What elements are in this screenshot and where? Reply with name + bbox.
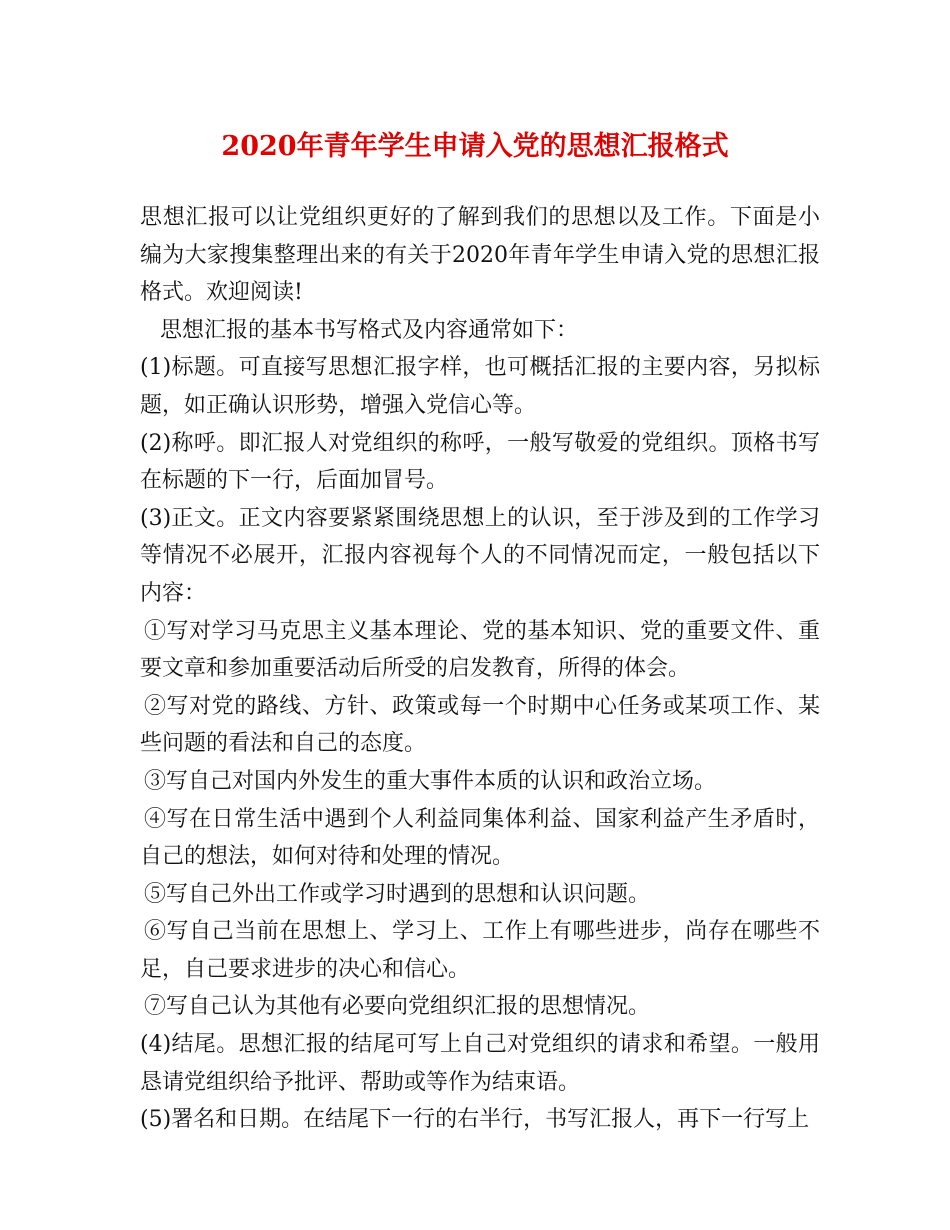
subitem-1-paragraph: ①写对学习马克思主义基本理论、党的基本知识、党的重要文件、重要文章和参加重要活动后所受的启发教育，所得的体会。 [140,618,820,682]
item-salutation-paragraph: (2)称呼。即汇报人对党组织的称呼，一般写敬爱的党组织。顶格书写在标题的下一行，后面加冒号。 [140,430,820,494]
format-intro-paragraph: 思想汇报的基本书写格式及内容通常如下： [160,317,579,343]
document-body [140,199,820,1139]
subitem-2-paragraph: ②写对党的路线、方针、政策或每一个时期中心任务或某项工作、某些问题的看法和自己的态度。 [140,693,820,757]
document-title: 2020年青年学生申请入党的思想汇报格式 [221,131,729,162]
subitem-3-paragraph: ③写自己对国内外发生的重大事件本质的认识和政治立场。 [144,768,717,794]
subitem-7-paragraph: ⑦写自己认为其他有必要向党组织汇报的思想情况。 [144,994,651,1020]
subitem-5-paragraph: ⑤写自己外出工作或学习时遇到的思想和认识问题。 [144,881,651,907]
intro-paragraph: 思想汇报可以让党组织更好的了解到我们的思想以及工作。下面是小编为大家搜集整理出来的有关于2020年青年学生申请入党的思想汇报格式。欢迎阅读! [140,205,820,306]
item-signature-paragraph: (5)署名和日期。在结尾下一行的右半行，书写汇报人，再下一行写上 [140,1107,810,1133]
item-body-paragraph: (3)正文。正文内容要紧紧围绕思想上的认识，至于涉及到的工作学习等情况不必展开，汇报内容视每个人的不同情况而定，一般包括以下内容： [140,505,820,606]
item-title-paragraph: (1)标题。可直接写思想汇报字样，也可概括汇报的主要内容，另拟标题，如正确认识形势，增强入党信心等。 [140,355,820,418]
subitem-6-paragraph: ⑥写自己当前在思想上、学习上、工作上有哪些进步，尚存在哪些不足，自己要求进步的决心和信心。 [140,919,820,982]
subitem-4-paragraph: ④写在日常生活中遇到个人利益同集体利益、国家利益产生矛盾时，自己的想法，如何对待和处理的情况。 [140,806,820,870]
item-ending-paragraph: (4)结尾。思想汇报的结尾可写上自己对党组织的请求和希望。一般用恳请党组织给予批评、帮助或等作为结束语。 [140,1032,820,1095]
